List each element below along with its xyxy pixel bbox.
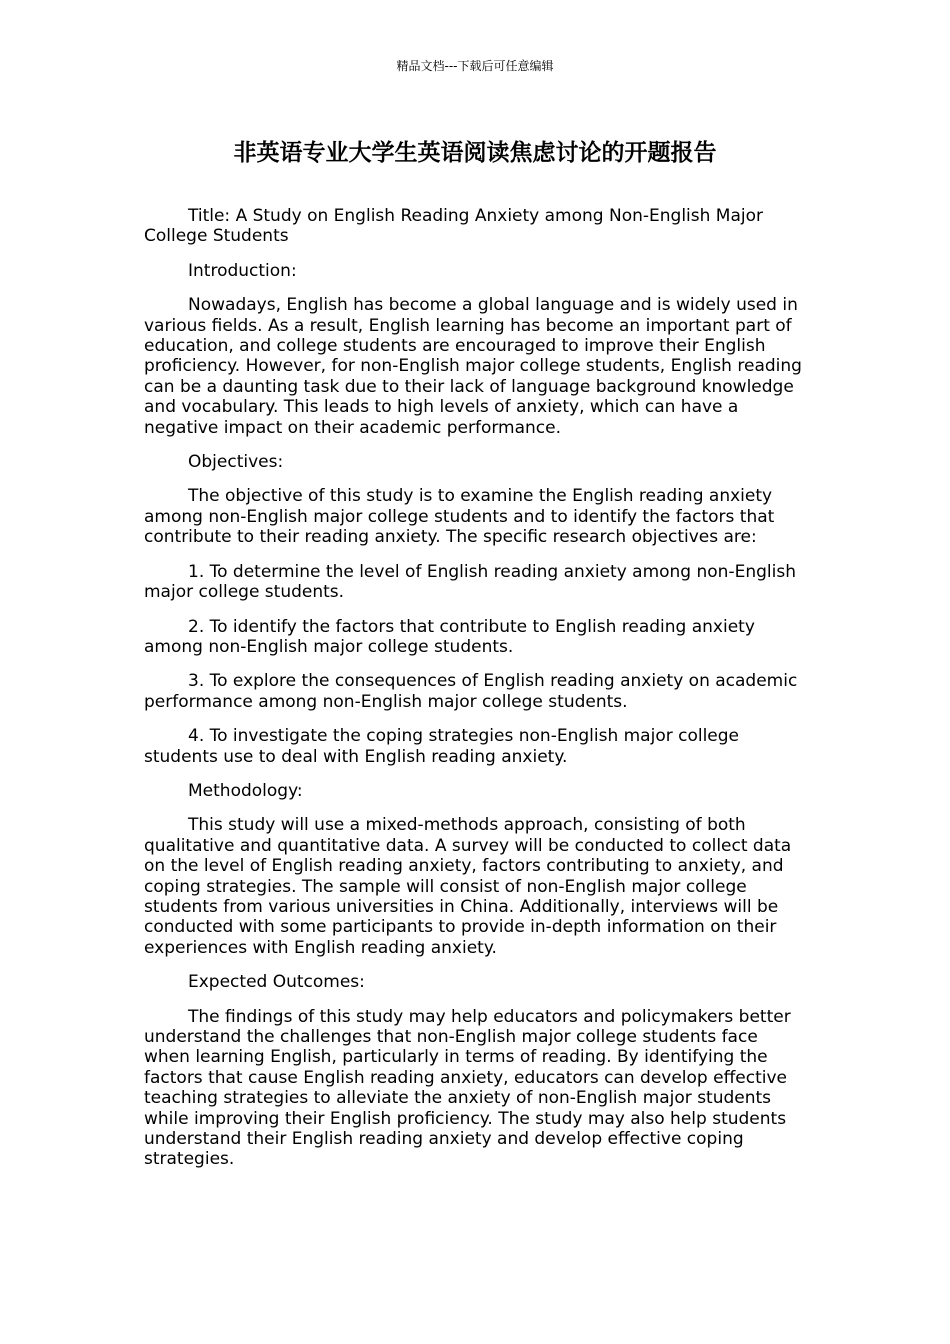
objective-item-2: 2. To identify the factors that contribute to English reading anxiety among non-English major college students.: [144, 616, 755, 657]
heading-objectives: Objectives:: [188, 452, 284, 473]
objective-item-4: 4. To investigate the coping strategies non-English major college students use to deal with English reading anxiety.: [144, 726, 740, 767]
objective-item-1: 1. To determine the level of English reading anxiety among non-English major college students.: [144, 561, 796, 603]
paragraph-objectives: The objective of this study is to examine the English reading anxiety among non-English major college students and to identify the factors that contribute to their reading anxiety. The specific research objectives are:: [144, 486, 775, 548]
document-title: 非英语专业大学生英语阅读焦虑讨论的开题报告: [233, 140, 717, 166]
heading-methodology: Methodology:: [188, 780, 303, 801]
objective-item-3: 3. To explore the consequences of English reading anxiety on academic performance among non-English major college students.: [144, 671, 798, 712]
document-body: [144, 206, 804, 1184]
paragraph-introduction: Nowadays, English has become a global language and is widely used in various fields. As a result, English learning has become an important part of education, and college students are encouraged to improve their English proficiency. However, for non-English major college students, English reading can be a daunting task due to their lack of language background knowledge and vocabulary. This leads to high levels of anxiety, which can have a negative impact on their academic performance.: [144, 295, 802, 438]
header-note: 精品文档---下载后可任意编辑: [396, 59, 554, 73]
paragraph-study-title: Title: A Study on English Reading Anxiety among Non-English Major College Students: [144, 206, 763, 247]
paragraph-expected-outcomes: The findings of this study may help educators and policymakers better understand the challenges that non-English major college students face when learning English, particularly in terms of reading. By identifying the factors that cause English reading anxiety, educators can develop effective teaching strategies to alleviate the anxiety of non-English major students while improving their English proficiency. The study may also help students understand their English reading anxiety and develop effective coping strategies.: [144, 1006, 791, 1170]
heading-expected-outcomes: Expected Outcomes:: [188, 972, 365, 993]
paragraph-methodology: This study will use a mixed-methods approach, consisting of both qualitative and quantitative data. A survey will be conducted to collect data on the level of English reading anxiety, factors contributing to anxiety, and coping strategies. The sample will consist of non-English major college students from various universities in China. Additionally, interviews will be conducted with some participants to provide in-depth information on their experiences with English reading anxiety.: [144, 815, 792, 958]
heading-introduction: Introduction:: [188, 260, 297, 281]
